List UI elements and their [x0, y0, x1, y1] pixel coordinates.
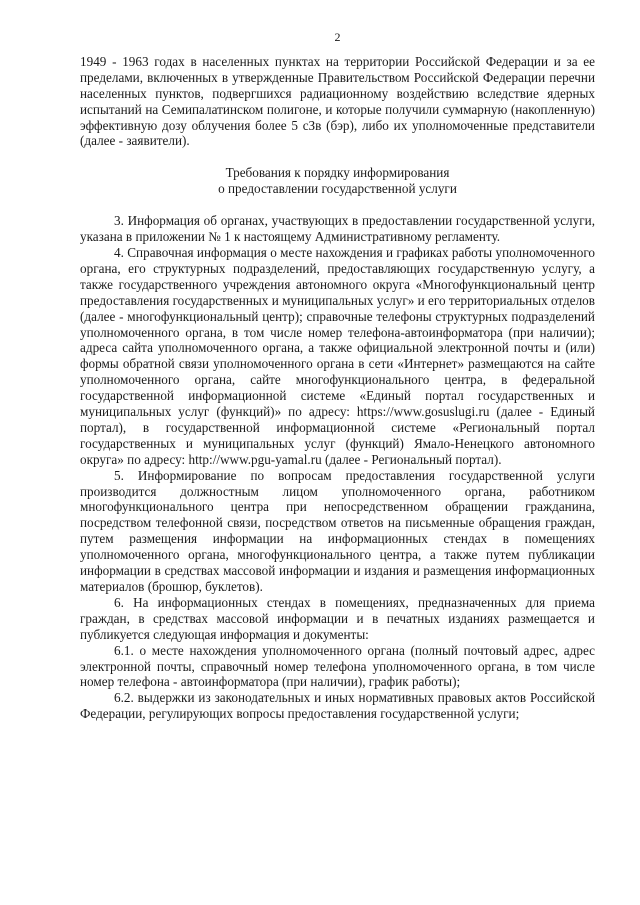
section-title-line-1: Требования к порядку информирования — [225, 165, 450, 181]
paragraph-3: 3. Информация об органах, участвующих в предоставлении государственной услуги, указана в приложении № 1 к настоящему Административному регламенту. — [80, 213, 595, 245]
document-page — [80, 30, 595, 722]
paragraph-5: 5. Информирование по вопросам предоставления государственной услуги производится должностным лицом уполномоченного органа, работником многофункционального центра при непосредственном обращении гражданина, посредством телефонной связи, посредством ответов на письменные обращения граждан, путем размещения информации на информационных стендах в помещениях уполномоченного органа, многофункционального центра, а также путем публикации информации в средствах массовой информации и издания и размещения информационных материалов (брошюр, буклетов). — [80, 467, 595, 594]
section-title-line-2: о предоставлении государственной услуги — [218, 181, 457, 197]
paragraph-4: 4. Справочная информация о месте нахождения и графиках работы уполномоченного органа, его структурных подразделений, предоставляющих государственную услугу, а также государственного учреждения автономного округа «Многофункциональный центр предоставления государственных и муниципальных услуг» и его территориальных отделов (далее - многофункциональный центр); справочные телефоны структурных подразделений уполномоченного органа, в том числе номер телефона-автоинформатора (при наличии); адреса сайта уполномоченного органа, а также официальной электронной почты и (или) формы обратной связи уполномоченного органа в сети «Интернет» размещаются на сайте уполномоченного органа, сайте многофункционального центра, в федеральной государственной информационной системе «Единый портал государственных и муниципальных услуг (функций)» по адресу: https://www.gosuslugi.ru (далее - Единый портал), в государственной информационной системе «Региональный портал государственных и муниципальных услуг (функций) Ямало-Ненецкого автономного округа» по адресу: http://www.pgu-yamal.ru (далее - Региональный портал). — [80, 244, 595, 467]
paragraph-6: 6. На информационных стендах в помещениях, предназначенных для приема граждан, в средствах массовой информации и в печатных изданиях размещается и публикуется следующая информация и документы: — [80, 594, 595, 642]
paragraph-6-2: 6.2. выдержки из законодательных и иных нормативных правовых актов Российской Федерации, регулирующих вопросы предоставления государственной услуги; — [80, 690, 595, 722]
intro-paragraph: 1949 - 1963 годах в населенных пунктах на территории Российской Федерации и за ее пределами, включенных в утвержденные Правительством Российской Федерации перечни населенных пунктов, подвергшихся радиационному воздействию вследствие ядерных испытаний на Семипалатинском полигоне, и которые получили суммарную (накопленную) эффективную дозу облучения более 5 сЗв (бэр), либо их уполномоченные представители (далее - заявители). — [80, 53, 595, 149]
page-number: 2 — [334, 30, 341, 44]
paragraph-6-1: 6.1. о месте нахождения уполномоченного органа (полный почтовый адрес, адрес электронной почты, справочный номер телефона уполномоченного органа, в том числе номер телефона - автоинформатора (при наличии), график работы); — [80, 642, 595, 690]
section-title — [80, 165, 595, 197]
